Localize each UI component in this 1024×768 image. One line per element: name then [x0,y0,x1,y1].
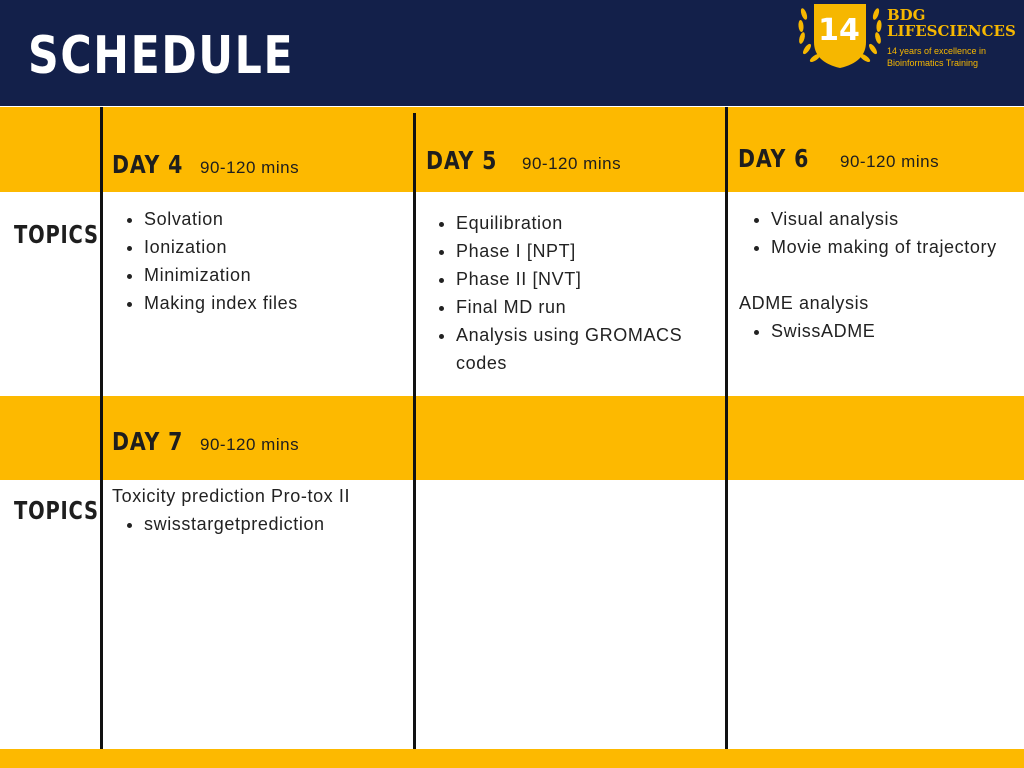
list-item: • Movie making of trajectory [771,233,1019,261]
footer-band [0,749,1024,768]
list-item: • Visual analysis [771,205,1019,233]
day-duration: 90-120 mins [840,152,940,171]
day-6-header [738,144,939,173]
list-item: • Final MD run [456,293,720,321]
day-duration: 90-120 mins [200,158,300,177]
topic-list [739,205,1019,261]
list-item: • Making index files [144,289,407,317]
subheading: Toxicity prediction Pro-tox II [112,486,351,506]
day-label: DAY 6 [738,144,810,173]
logo-tagline-line1: 14 years of excellence in [887,46,987,56]
day-5-header [426,146,621,175]
logo-years-number: 14 [818,13,860,48]
logo-name-line1: BDG [887,6,926,24]
day-5-topics [424,209,720,377]
day-7-topics [112,482,410,538]
list-item: • swisstargetprediction [144,510,410,538]
logo-brand-name [887,7,1016,39]
day-4-header [112,150,299,179]
list-item: • Analysis using GROMACS codes [456,321,720,377]
spacer [739,261,1019,289]
day-7-header [112,427,299,456]
brand-logo [796,0,1024,72]
column-divider [100,107,103,749]
topic-list [739,317,1019,345]
page-title: SCHEDULE [28,26,295,86]
topics-row-label: TOPICS [14,220,99,249]
day-duration: 90-120 mins [522,154,622,173]
topics-row-label-2: TOPICS [14,496,99,525]
header-bar [0,0,1024,106]
day-4-topics [112,205,407,317]
day-label: DAY 7 [112,427,184,456]
list-item: • Ionization [144,233,407,261]
list-item: • Phase I [NPT] [456,237,720,265]
topic-list [112,205,407,317]
list-item: • SwissADME [771,317,1019,345]
topic-list [112,510,410,538]
topic-list [424,209,720,377]
column-divider [725,107,728,749]
logo-tagline-line2: Bioinformatics Training [887,58,979,68]
logo-tagline [887,45,986,69]
day-label: DAY 5 [426,146,498,175]
list-item: • Solvation [144,205,407,233]
list-item: • Equilibration [456,209,720,237]
subheading: ADME analysis [739,293,869,313]
logo-name-line2: LIFESCIENCES [887,22,1016,40]
column-divider [413,113,416,749]
list-item: • Phase II [NVT] [456,265,720,293]
day-6-topics [739,205,1019,345]
day-label: DAY 4 [112,150,184,179]
list-item: • Minimization [144,261,407,289]
day-duration: 90-120 mins [200,435,300,454]
